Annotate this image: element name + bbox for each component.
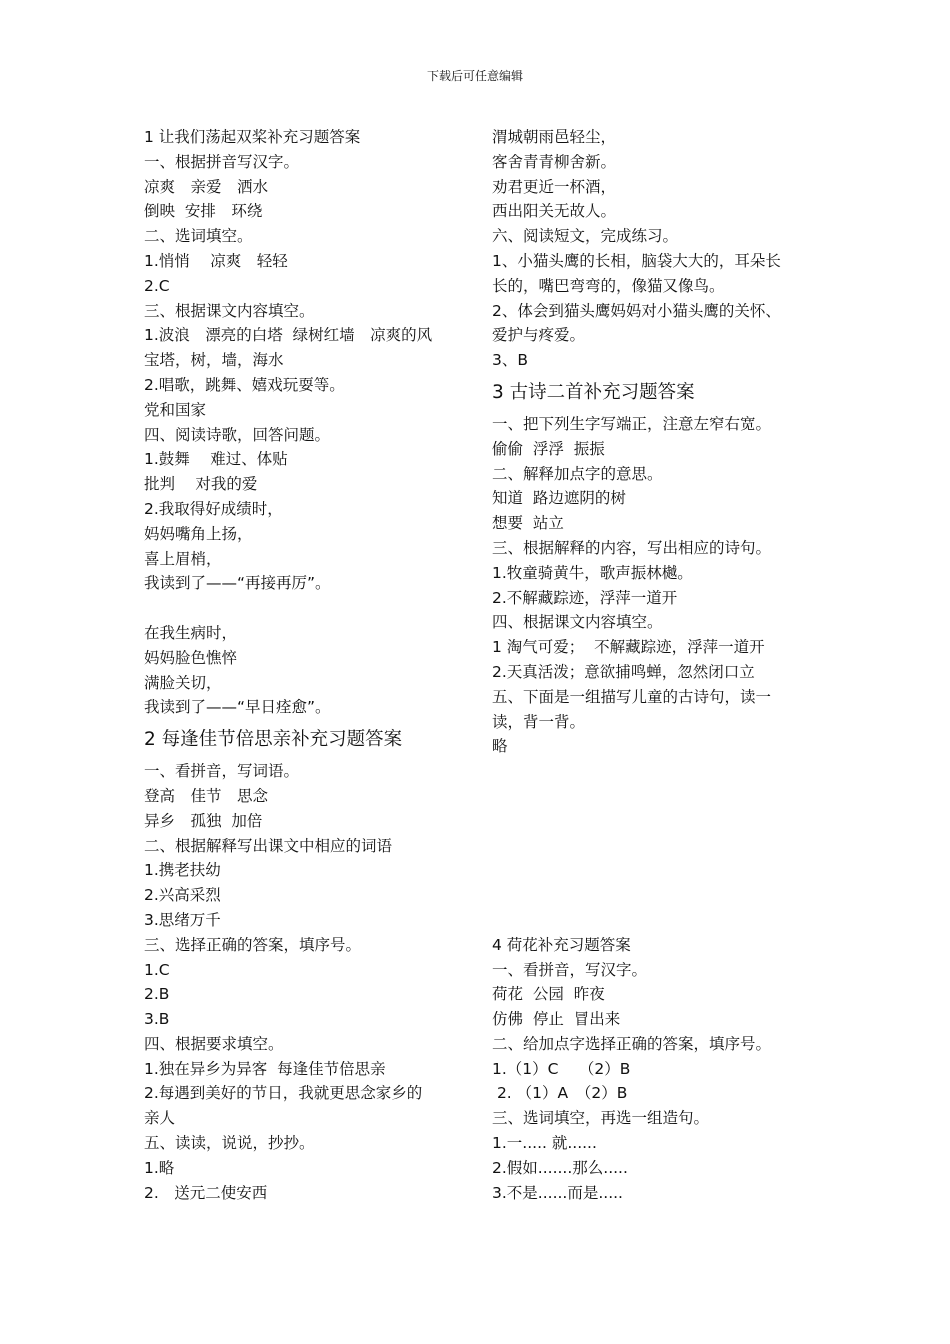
text-line: 2.不解藏踪迹，浮萍一道开 xyxy=(492,588,678,607)
text-line: 二、选词填空。 xyxy=(144,227,253,246)
page-header: 下载后可任意编辑 xyxy=(426,69,523,83)
text-line: 劝君更近一杯酒， xyxy=(492,177,617,196)
text-line: 满脸关切， xyxy=(144,673,222,692)
text-line: 一、把下列生字写端正，注意左窄右宽。 xyxy=(492,414,772,433)
text-line: 读，背一背。 xyxy=(492,712,586,731)
text-line: 客舍青青柳舍新。 xyxy=(492,152,617,171)
text-line: 1.悄悄 凉爽 轻轻 xyxy=(144,251,288,270)
text-line: 1.独在异乡为异客 每逢佳节倍思亲 xyxy=(144,1059,386,1078)
text-line: 批判 对我的爱 xyxy=(144,475,258,494)
text-line: 3、B xyxy=(492,351,528,370)
text-line: 三、选词填空，再选一组造句。 xyxy=(492,1109,710,1128)
blank-line xyxy=(492,759,812,784)
text-line: 异乡 孤独 加倍 xyxy=(144,811,263,830)
text-line: 党和国家 xyxy=(144,400,207,419)
blank-line xyxy=(492,809,812,834)
text-line: 西出阳关无故人。 xyxy=(492,202,617,221)
text-line: 一、根据拼音写汉字。 xyxy=(144,152,300,171)
text-line: 一、看拼音，写词语。 xyxy=(144,762,300,781)
text-line: 长的，嘴巴弯弯的，像猫又像鸟。 xyxy=(492,276,725,295)
blank-line xyxy=(492,834,812,859)
text-line: 宝塔，树，墙，海水 xyxy=(144,351,284,370)
blank-line xyxy=(492,908,812,933)
text-line: 1.鼓舞 难过、体贴 xyxy=(144,450,288,469)
text-line: 1.波浪 漂亮的白塔 绿树红墙 凉爽的风 xyxy=(144,326,433,345)
text-line: 三、根据解释的内容，写出相应的诗句。 xyxy=(492,538,772,557)
section-heading: 3 古诗二首补充习题答案 xyxy=(492,381,695,403)
text-line: 3.思绪万千 xyxy=(144,910,221,929)
text-line: 四、阅读诗歌，回答问题。 xyxy=(144,425,331,444)
text-line: 仿佛 停止 冒出来 xyxy=(492,1010,621,1029)
text-line: 1.略 xyxy=(144,1158,175,1177)
text-line: 1 让我们荡起双桨补充习题答案 xyxy=(144,128,361,146)
text-line: 妈妈嘴角上扬， xyxy=(144,524,253,543)
text-line: 渭城朝雨邑轻尘， xyxy=(492,128,617,146)
text-line: 一、看拼音，写汉字。 xyxy=(492,960,648,979)
text-line: 2、体会到猫头鹰妈妈对小猫头鹰的关怀、 xyxy=(492,301,781,320)
text-line: 偷偷 浮浮 振振 xyxy=(492,439,605,458)
text-line: 2.我取得好成绩时， xyxy=(144,499,283,518)
text-line: 登高 佳节 思念 xyxy=(144,786,269,805)
text-line: 2.唱歌，跳舞、嬉戏玩耍等。 xyxy=(144,375,345,394)
text-line: 2.兴高采烈 xyxy=(144,886,221,905)
text-line: 2.C xyxy=(144,276,170,295)
text-line: 倒映 安排 环绕 xyxy=(144,202,263,221)
blank-line xyxy=(492,858,812,883)
text-line: 五、读读，说说，抄抄。 xyxy=(144,1134,315,1153)
text-line: 亲人 xyxy=(144,1109,176,1128)
text-line: 二、解释加点字的意思。 xyxy=(492,464,663,483)
text-line: 四、根据要求填空。 xyxy=(144,1034,284,1053)
text-line: 妈妈脸色憔悴 xyxy=(144,648,238,667)
blank-line xyxy=(492,883,812,908)
text-line: 想要 站立 xyxy=(492,514,564,533)
section-heading: 2 每逢佳节倍思亲补充习题答案 xyxy=(144,729,403,751)
text-line: 2.假如.......那么..... xyxy=(492,1158,628,1177)
text-line: 4 荷花补充习题答案 xyxy=(492,935,631,954)
text-line: 1.牧童骑黄牛，歌声振林樾。 xyxy=(492,563,693,582)
text-line: 我读到了——“再接再厉”。 xyxy=(144,574,331,593)
text-line: 三、选择正确的答案，填序号。 xyxy=(144,935,362,954)
text-line: 3.不是......而是..... xyxy=(492,1183,623,1202)
text-line: 六、阅读短文，完成练习。 xyxy=(492,227,679,246)
right-column xyxy=(492,125,812,1205)
blank-line xyxy=(144,596,464,621)
blank-line xyxy=(492,784,812,809)
text-line: 三、根据课文内容填空。 xyxy=(144,301,315,320)
text-line: 2. （1）A （2）B xyxy=(492,1084,628,1103)
text-line: 爱护与疼爱。 xyxy=(492,326,586,345)
text-line: 二、根据解释写出课文中相应的词语 xyxy=(144,836,393,855)
text-line: 我读到了——“早日痊愈”。 xyxy=(144,698,331,717)
text-line: 1.携老扶幼 xyxy=(144,861,221,880)
text-line: 知道 路边遮阴的树 xyxy=(492,489,626,508)
text-line: 荷花 公园 昨夜 xyxy=(492,985,605,1004)
text-line: 二、给加点字选择正确的答案，填序号。 xyxy=(492,1034,772,1053)
text-line: 五、下面是一组描写儿童的古诗句，读一 xyxy=(492,687,772,706)
text-line: 1.一..... 就...... xyxy=(492,1134,597,1153)
text-line: 在我生病时， xyxy=(144,623,238,642)
text-line: 3.B xyxy=(144,1010,170,1029)
text-line: 1.C xyxy=(144,960,170,979)
text-line: 2.天真活泼；意欲捕鸣蝉，忽然闭口立 xyxy=(492,662,755,681)
text-line: 1 淘气可爱； 不解藏踪迹，浮萍一道开 xyxy=(492,638,765,657)
text-line: 略 xyxy=(492,737,508,756)
left-column xyxy=(144,125,464,1205)
text-line: 四、根据课文内容填空。 xyxy=(492,613,663,632)
text-line: 2. 送元二使安西 xyxy=(144,1183,268,1202)
text-line: 凉爽 亲爱 洒水 xyxy=(144,177,269,196)
text-line: 1、小猫头鹰的长相，脑袋大大的，耳朵长 xyxy=(492,251,781,270)
text-line: 1.（1）C （2）B xyxy=(492,1059,631,1078)
text-line: 喜上眉梢， xyxy=(144,549,222,568)
text-line: 2.每遇到美好的节日，我就更思念家乡的 xyxy=(144,1084,423,1103)
text-line: 2.B xyxy=(144,985,170,1004)
